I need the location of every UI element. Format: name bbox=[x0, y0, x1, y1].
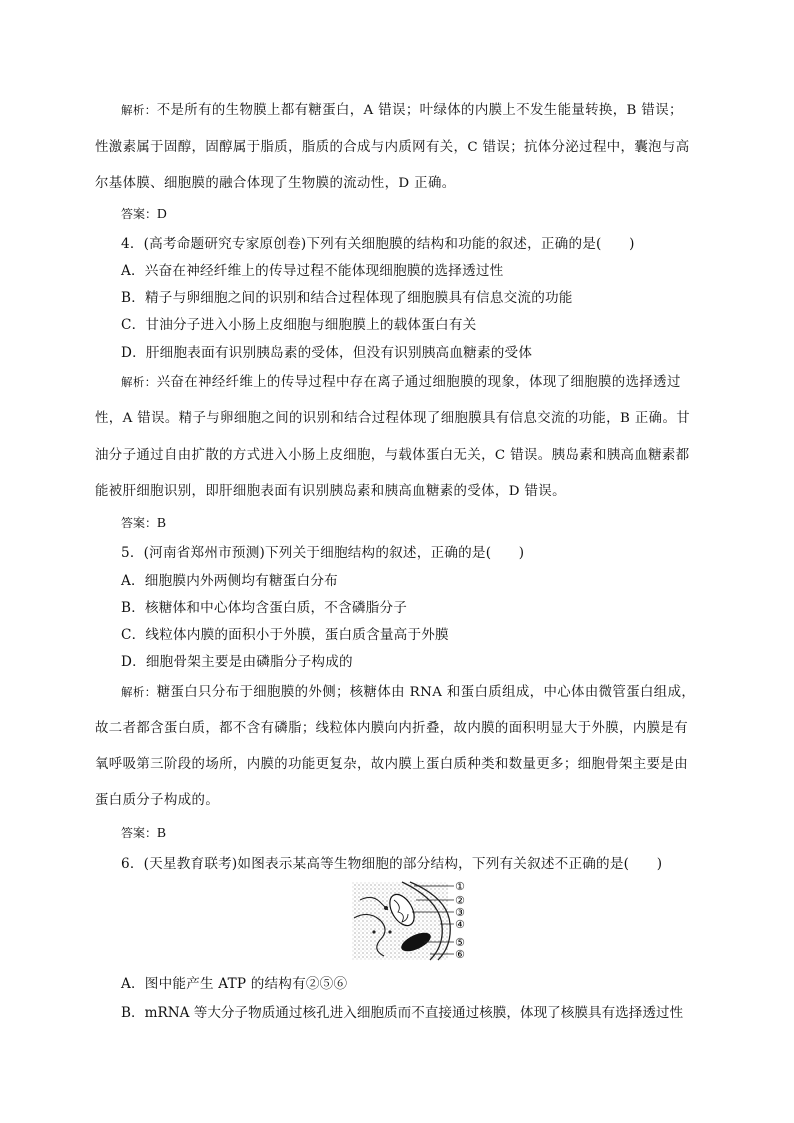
q3-answer bbox=[121, 205, 167, 222]
answer-value: B bbox=[157, 515, 167, 530]
q3-explanation-line-2: 性激素属于固醇，固醇属于脂质，脂质的合成与内质网有关，C 错误；抗体分泌过程中，囊泡与高 bbox=[95, 140, 690, 155]
figure-label-6: ⑥ bbox=[455, 948, 465, 961]
answer-label: 答案： bbox=[121, 826, 158, 840]
q4-explanation-line-2: 性，A 错误。精子与卵细胞之间的识别和结合过程体现了细胞膜具有信息交流的功能，B 正确。甘 bbox=[95, 411, 691, 426]
q4-explanation-line-3: 油分子通过自由扩散的方式进入小肠上皮细胞，与载体蛋白无关，C 错误。胰岛素和胰高血糖素都 bbox=[95, 448, 690, 463]
q5-explanation-line-2: 故二者都含蛋白质，都不含有磷脂；线粒体内膜向内折叠，故内膜的面积明显大于外膜，内膜是有 bbox=[95, 721, 688, 736]
q4-stem: 4．(高考命题研究专家原创卷)下列有关细胞膜的结构和功能的叙述，正确的是( ) bbox=[121, 236, 635, 252]
q5-explanation-line-3: 氧呼吸第三阶段的场所，内膜的功能更复杂，故内膜上蛋白质种类和数量更多；细胞骨架主要是由 bbox=[95, 757, 688, 772]
q4-option-d: D．肝细胞表面有识别胰岛素的受体，但没有识别胰高血糖素的受体 bbox=[121, 345, 533, 361]
q3-explanation-line-3: 尔基体膜、细胞膜的融合体现了生物膜的流动性，D 正确。 bbox=[95, 176, 456, 191]
answer-label: 答案： bbox=[121, 207, 158, 221]
q5-answer bbox=[121, 824, 166, 841]
q6-option-a: A．图中能产生 ATP 的结构有②⑤⑥ bbox=[121, 976, 348, 992]
q4-answer bbox=[121, 514, 166, 531]
q6-stem: 6．(天星教育联考)如图表示某高等生物细胞的部分结构，下列有关叙述不正确的是( ) bbox=[121, 856, 663, 872]
q5-option-a: A．细胞膜内外两侧均有糖蛋白分布 bbox=[121, 573, 338, 589]
answer-value: D bbox=[157, 206, 167, 221]
figure-label-3: ③ bbox=[455, 906, 465, 919]
explanation-label: 解析： bbox=[121, 103, 157, 117]
figure-label-4: ④ bbox=[455, 918, 465, 931]
cell-structure-figure bbox=[350, 880, 474, 962]
q5-stem: 5．(河南省郑州市预测)下列关于细胞结构的叙述，正确的是( ) bbox=[121, 545, 525, 561]
explanation-label: 解析： bbox=[121, 685, 157, 699]
q5-option-b: B．核糖体和中心体均含蛋白质，不含磷脂分子 bbox=[121, 600, 408, 616]
figure-label-2: ② bbox=[455, 894, 465, 907]
answer-value: B bbox=[157, 825, 167, 840]
q4-option-a: A．兴奋在神经纤维上的传导过程不能体现细胞膜的选择透过性 bbox=[121, 263, 504, 279]
q5-option-c: C．线粒体内膜的面积小于外膜，蛋白质含量高于外膜 bbox=[121, 627, 449, 643]
cell-diagram bbox=[350, 880, 474, 962]
q3-explanation-line-1: 解析：不是所有的生物膜上都有糖蛋白，A 错误；叶绿体的内膜上不发生能量转换，B 错误； bbox=[121, 103, 683, 118]
q4-explanation-line-1: 解析：兴奋在神经纤维上的传导过程中存在离子通过细胞膜的现象，体现了细胞膜的选择透过 bbox=[121, 375, 681, 390]
q4-explanation-line-4: 能被肝细胞识别，即肝细胞表面有识别胰岛素和胰高血糖素的受体，D 错误。 bbox=[95, 484, 566, 499]
figure-label-5: ⑤ bbox=[455, 936, 465, 949]
answer-label: 答案： bbox=[121, 516, 158, 530]
explanation-label: 解析： bbox=[121, 375, 157, 389]
q4-option-b: B．精子与卵细胞之间的识别和结合过程体现了细胞膜具有信息交流的功能 bbox=[121, 290, 573, 306]
q6-option-b: B．mRNA 等大分子物质通过核孔进入细胞质而不直接通过核膜，体现了核膜具有选择透过性 bbox=[121, 1005, 684, 1021]
q5-explanation-line-1: 解析：糖蛋白只分布于细胞膜的外侧；核糖体由 RNA 和蛋白质组成，中心体由微管蛋白组成， bbox=[121, 685, 696, 700]
q5-option-d: D．细胞骨架主要是由磷脂分子构成的 bbox=[121, 654, 353, 670]
figure-label-1: ① bbox=[455, 880, 465, 893]
q5-explanation-line-4: 蛋白质分子构成的。 bbox=[95, 793, 220, 808]
q4-option-c: C．甘油分子进入小肠上皮细胞与细胞膜上的载体蛋白有关 bbox=[121, 317, 477, 333]
